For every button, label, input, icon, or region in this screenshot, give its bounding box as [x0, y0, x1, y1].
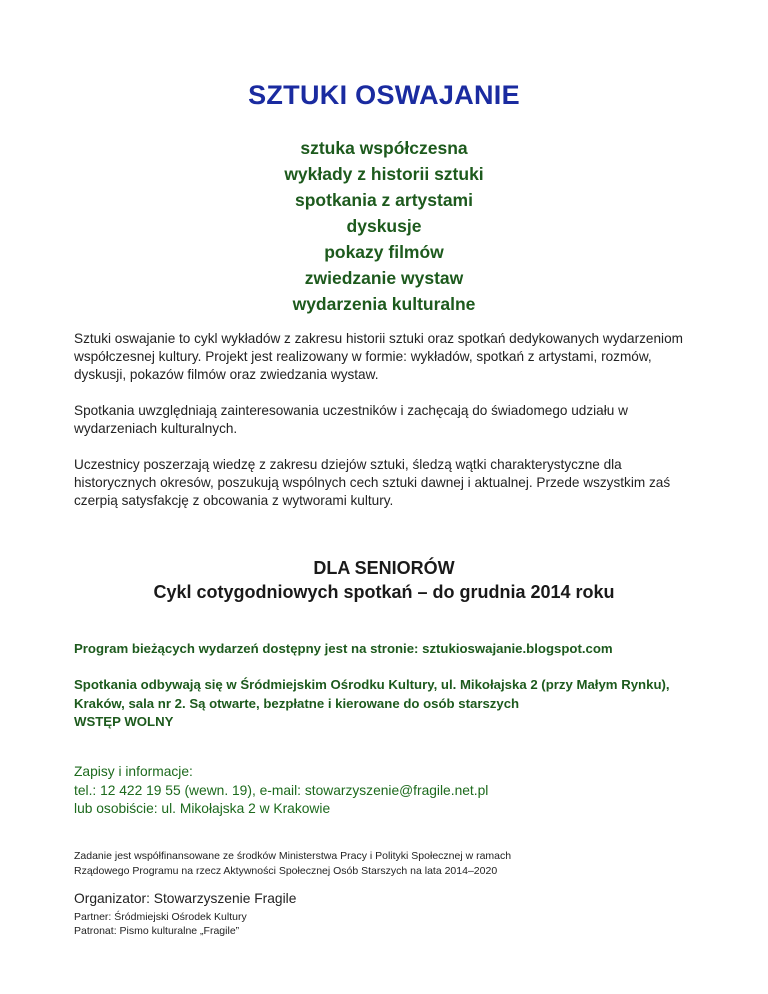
topic-item: sztuka współczesna — [300, 138, 468, 158]
topic-item: wykłady z historii sztuki — [284, 164, 484, 184]
contact-info — [74, 763, 714, 819]
meetings-line: Kraków, sala nr 2. Są otwarte, bezpłatne i kierowane do osób starszych — [74, 695, 520, 711]
page-title: SZTUKI OSWAJANIE — [248, 80, 520, 110]
topic-item: spotkania z artystami — [295, 190, 473, 210]
seniors-heading-block — [0, 556, 768, 604]
topic-item: zwiedzanie wystaw — [304, 268, 464, 288]
seniors-subheading: Cykl cotygodniowych spotkań – do grudnia 2014 roku — [153, 582, 615, 602]
funding-line: Zadanie jest współfinansowane ze środków Ministerstwa Pracy i Polityki Społecznej w ramach — [74, 850, 512, 862]
seniors-heading: DLA SENIORÓW — [313, 558, 455, 578]
organizer: Organizator: Stowarzyszenie Fragile — [74, 891, 297, 906]
topic-item: wydarzenia kulturalne — [292, 294, 476, 314]
meetings-info — [74, 676, 724, 732]
partner: Partner: Śródmiejski Ośrodek Kultury — [74, 911, 247, 923]
meetings-line: Spotkania odbywają się w Śródmiejskim Ośrodku Kultury, ul. Mikołajska 2 (przy Małym Rynku), — [74, 677, 670, 692]
patronage: Patronat: Pismo kulturalne „Fragile” — [74, 925, 240, 937]
description-section — [74, 330, 694, 528]
description-paragraph: Spotkania uwzględniają zainteresowania uczestników i zachęcają do świadomego udziału w wydarzeniach kulturalnych. — [74, 403, 628, 436]
partners-block — [74, 910, 247, 938]
free-entry-label: WSTĘP WOLNY — [74, 714, 174, 729]
contact-address: lub osobiście: ul. Mikołajska 2 w Krakowie — [74, 801, 331, 816]
description-paragraph: Sztuki oswajanie to cykl wykładów z zakresu historii sztuki oraz spotkań dedykowanych wydarzeniom współczesnej kultury. Projekt jest realizowany w formie: wykładów, spotkań z artystami, rozmów, dyskusji, pokazów filmów oraz zwiedzania wystaw. — [74, 331, 683, 382]
topic-item: pokazy filmów — [324, 242, 444, 262]
topics-list — [0, 135, 768, 317]
program-info: Program bieżących wydarzeń dostępny jest na stronie: sztukioswajanie.blogspot.com — [74, 641, 613, 656]
description-paragraph: Uczestnicy poszerzają wiedzę z zakresu dziejów sztuki, śledzą wątki charakterystyczne dla historycznych okresów, poszukują wspólnych cech sztuki dawnej i aktualnej. Przede wszystkim zaś czerpią satysfakcję z obcowania z wytworami kultury. — [74, 457, 671, 508]
funding-line: Rządowego Programu na rzecz Aktywności Społecznej Osób Starszych na lata 2014–2020 — [74, 865, 498, 877]
funding-note — [74, 849, 714, 879]
contact-heading: Zapisy i informacje: — [74, 764, 193, 779]
contact-phone-email: tel.: 12 422 19 55 (wewn. 19), e-mail: stowarzyszenie@fragile.net.pl — [74, 782, 489, 798]
topic-item: dyskusje — [346, 216, 422, 236]
